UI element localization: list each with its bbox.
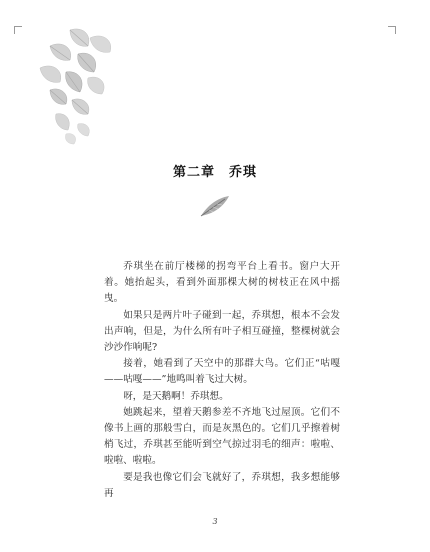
crop-mark-top-right-vertical: [395, 26, 396, 34]
crop-mark-top-left: [14, 26, 22, 27]
paragraph: 乔琪坐在前厅楼梯的拐弯平台上看书。窗户大开着。她抬起头，看到外面那棵大树的树枝正在风中摇曳。: [104, 261, 340, 305]
feather-icon: [199, 194, 231, 218]
paragraph: 呀，是天鹅啊！乔琪想。: [123, 390, 229, 402]
crop-mark-top-left-vertical: [14, 26, 15, 34]
chapter-title: 第二章 乔琪: [172, 165, 257, 180]
paragraph: 接着，她看到了天空中的那群大鸟。它们正“咕嘎——咕嘎——”地鸣叫着飞过大树。: [104, 358, 340, 386]
page-number: 3: [212, 517, 218, 526]
falling-leaves-icon: [30, 24, 120, 149]
paragraph: 如果只是两片叶子碰到一起，乔琪想，根本不会发出声响，但是，为什么所有叶子相互碰撞，整棵树就会沙沙作响呢?: [104, 309, 340, 354]
paragraph: 她跳起来，望着天鹅参差不齐地飞过屋顶。它们不像书上画的那般雪白，而是灰黑色的。它们几乎擦着树梢飞过，乔琪甚至能听到空气掠过羽毛的细声：啦啦、啦啦、啦啦。: [104, 406, 340, 467]
paragraph: 要是我也像它们会飞就好了，乔琪想，我多想能够再: [104, 471, 340, 499]
chapter-body: [104, 259, 340, 502]
